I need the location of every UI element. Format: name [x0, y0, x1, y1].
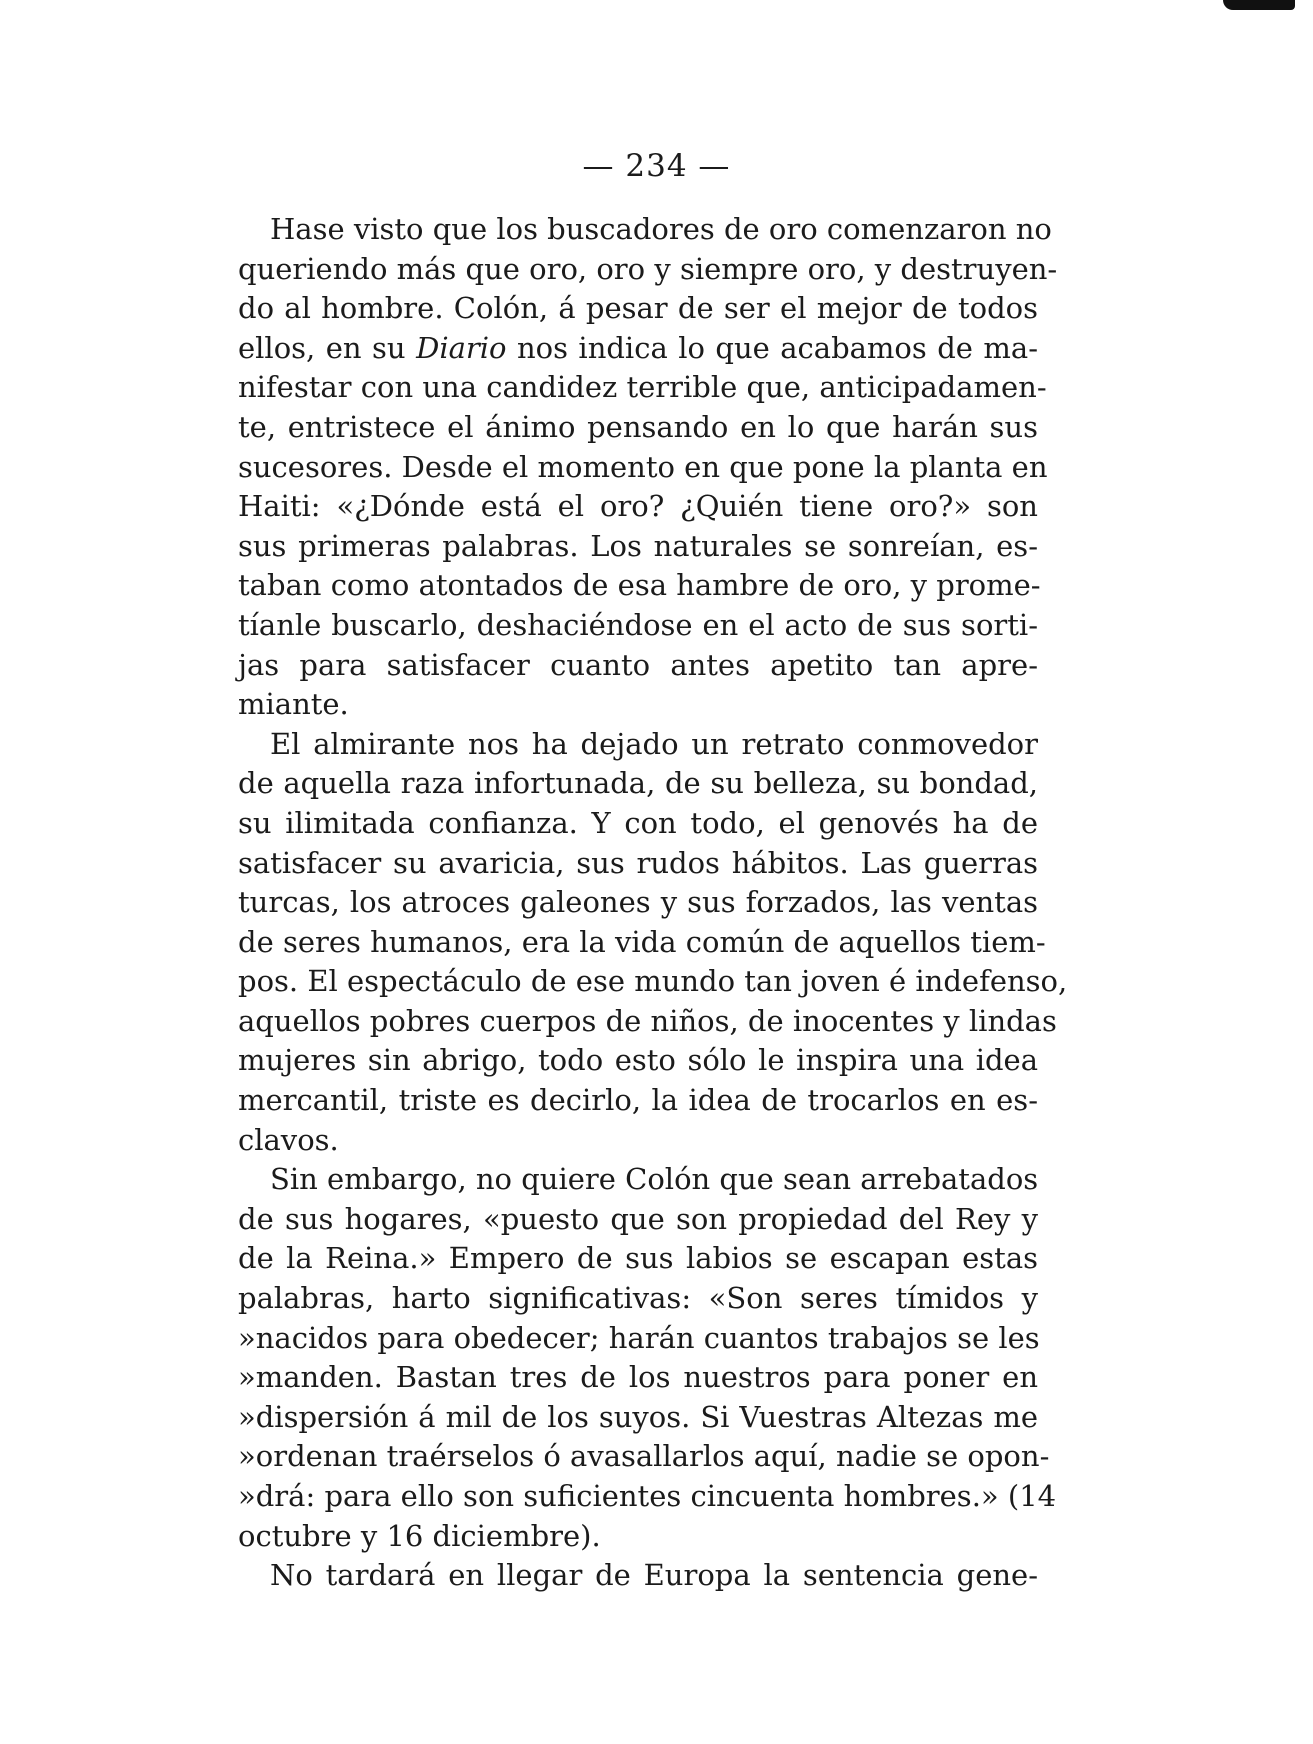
text-line: jas para satisfacer cuanto antes apetito tan apre-	[238, 647, 1038, 682]
text-line: tíanle buscarlo, deshaciéndose en el acto de sus sorti-	[238, 607, 1038, 642]
text-line: »manden. Bastan tres de los nuestros para poner en	[238, 1360, 1038, 1395]
text-line: clavos.	[238, 1122, 339, 1157]
scan-edge-mark	[1223, 0, 1295, 10]
paragraph	[238, 1556, 1038, 1596]
page-number: — 234 —	[582, 148, 731, 184]
text-line: aquellos pobres cuerpos de niños, de inocentes y lindas	[238, 1003, 1057, 1038]
text-line: de aquella raza infortunada, de su belleza, su bondad,	[238, 766, 1038, 801]
text-line: te, entristece el ánimo pensando en lo que harán sus	[238, 409, 1038, 444]
text-line: sus primeras palabras. Los naturales se sonreían, es-	[238, 528, 1038, 563]
text-line: taban como atontados de esa hambre de oro, y prome-	[238, 568, 1041, 603]
paragraph	[238, 725, 1068, 1161]
paragraph	[238, 210, 1058, 725]
text-line: Haiti: «¿Dónde está el oro? ¿Quién tiene oro?» son	[238, 489, 1038, 524]
text-line: de la Reina.» Empero de sus labios se escapan estas	[238, 1241, 1038, 1276]
text-line: octubre y 16 diciembre).	[238, 1518, 601, 1553]
text-line: su ilimitada confianza. Y con todo, el genovés ha de	[238, 805, 1038, 840]
text-line: El almirante nos ha dejado un retrato conmovedor	[270, 726, 1038, 761]
body-text	[238, 210, 1068, 1596]
text-line: No tardará en llegar de Europa la sentencia gene-	[270, 1558, 1038, 1593]
text-line: mercantil, triste es decirlo, la idea de trocarlos en es-	[238, 1083, 1038, 1118]
line-segment: ellos, en su	[238, 330, 417, 365]
text-line: turcas, los atroces galeones y sus forzados, las ventas	[238, 885, 1038, 920]
text-line: »dispersión á mil de los suyos. Si Vuestras Altezas me	[238, 1399, 1038, 1434]
text-line: »ordenan traérselos ó avasallarlos aquí, nadie se opon-	[238, 1439, 1050, 1474]
text-line: do al hombre. Colón, á pesar de ser el mejor de todos	[238, 291, 1038, 326]
text-line: satisfacer su avaricia, sus rudos hábitos. Las guerras	[238, 845, 1038, 880]
text-line: nifestar con una candidez terrible que, anticipadamen-	[238, 370, 1047, 405]
text-line: Sin embargo, no quiere Colón que sean arrebatados	[270, 1162, 1039, 1197]
text-line: de sus hogares, «puesto que son propiedad del Rey y	[238, 1201, 1038, 1236]
text-line: Hase visto que los buscadores de oro comenzaron no	[270, 212, 1052, 246]
italic-title: Diario	[416, 330, 507, 365]
text-line: de seres humanos, era la vida común de aquellos tiem-	[238, 924, 1046, 959]
text-line: palabras, harto significativas: «Son seres tímidos y	[238, 1281, 1038, 1316]
text-line: sucesores. Desde el momento en que pone la planta en	[238, 449, 1048, 484]
text-line: miante.	[238, 687, 349, 722]
line-segment: nos indica lo que acabamos de ma-	[506, 330, 1039, 365]
text-line	[238, 329, 1038, 369]
text-line: mujeres sin abrigo, todo esto sólo le inspira una idea	[238, 1043, 1038, 1078]
text-line: »drá: para ello son suficientes cincuenta hombres.» (14	[238, 1479, 1057, 1513]
text-line: »nacidos para obedecer; harán cuantos trabajos se les	[238, 1320, 1040, 1355]
text-line: pos. El espectáculo de ese mundo tan joven é indefenso,	[238, 964, 1068, 999]
paragraph	[238, 1160, 1057, 1556]
text-line: queriendo más que oro, oro y siempre oro, y destruyen-	[238, 251, 1058, 286]
